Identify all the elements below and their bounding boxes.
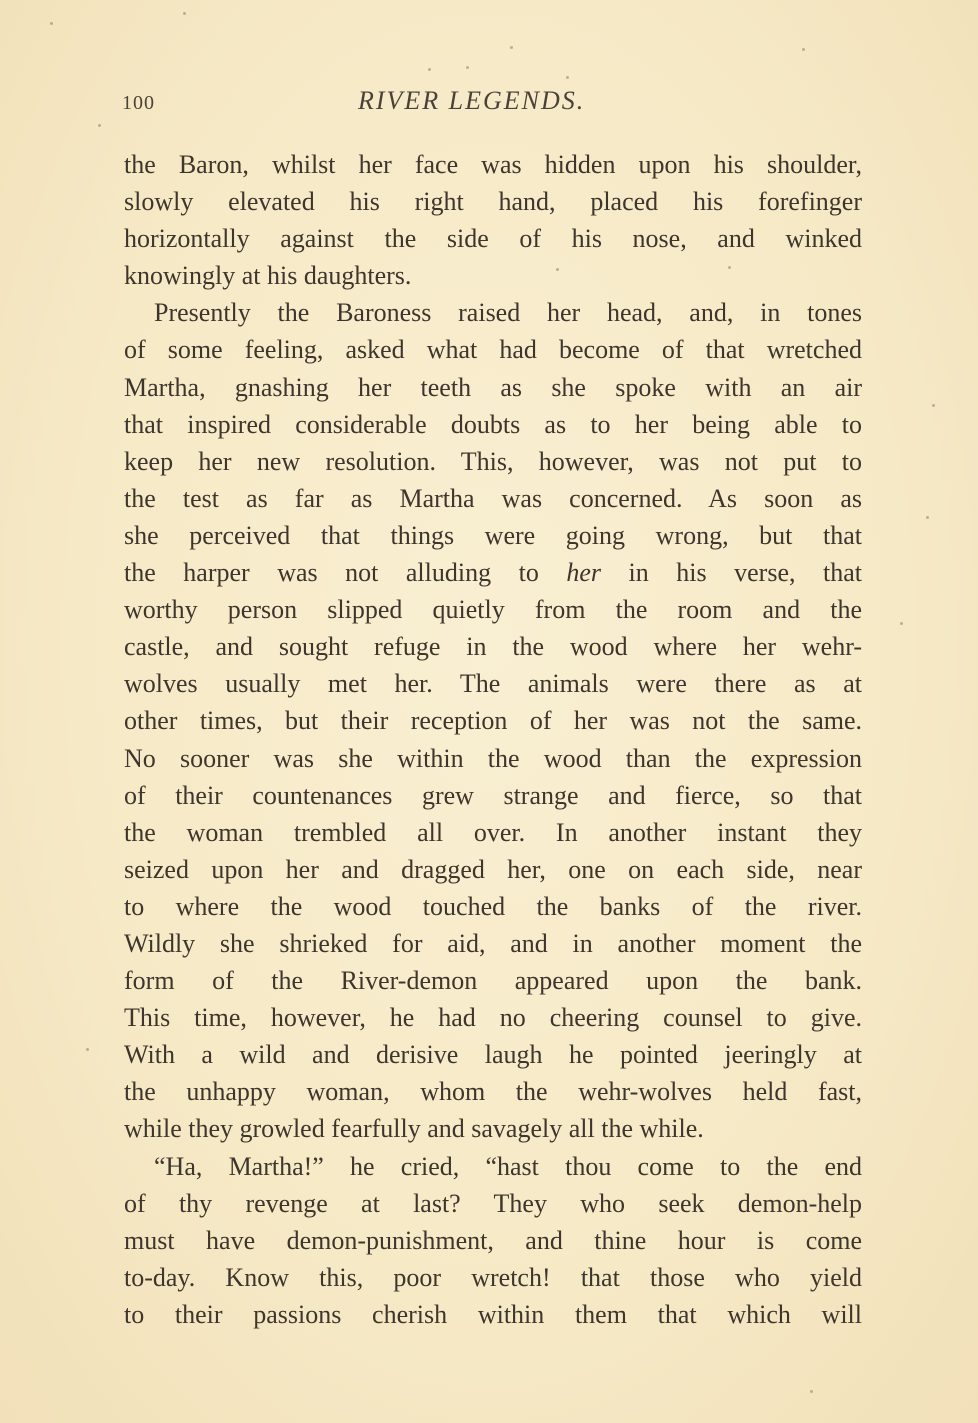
text-line: she perceived that things were going wrong, but that	[124, 520, 862, 550]
paper-speck	[86, 1048, 89, 1051]
text-line: slowly elevated his right hand, placed his forefinger	[124, 187, 862, 217]
text-line: horizontally against the side of his nose, and winked	[124, 224, 862, 254]
text-line: With a wild and derisive laugh he pointed jeeringly at	[124, 1040, 862, 1070]
paper-speck	[932, 404, 935, 407]
body-text	[124, 146, 862, 1333]
paper-speck	[900, 622, 903, 625]
text-line: seized upon her and dragged her, one on each side, near	[124, 854, 862, 884]
text-line: the test as far as Martha was concerned. As soon as	[124, 483, 862, 513]
page-number: 100	[122, 92, 155, 114]
text-line: Wildly she shrieked for aid, and in another moment the	[124, 928, 862, 958]
text-line-with-emphasis	[124, 554, 862, 591]
text-line: the woman trembled all over. In another instant they	[124, 817, 862, 847]
paper-speck	[926, 516, 929, 519]
paper-speck	[50, 22, 53, 25]
text-line: knowingly at his daughters.	[124, 261, 412, 291]
paper-speck	[802, 48, 805, 51]
paper-speck	[98, 124, 101, 127]
paragraph-start-line: “Ha, Martha!” he cried, “hast thou come to the end	[154, 1151, 862, 1181]
text-segment: the harper was not alluding to	[124, 558, 567, 588]
text-line: worthy person slipped quietly from the room and the	[124, 595, 862, 625]
text-line: keep her new resolution. This, however, was not put to	[124, 446, 862, 476]
running-title: RIVER LEGENDS.	[358, 86, 586, 115]
page-header	[122, 86, 862, 120]
text-line: This time, however, he had no cheering counsel to give.	[124, 1003, 862, 1033]
paper-speck	[183, 12, 186, 15]
text-segment: in his verse, that	[601, 558, 862, 588]
paper-speck	[566, 76, 569, 79]
text-line: while they growled fearfully and savagely all the while.	[124, 1114, 704, 1144]
text-line: other times, but their reception of her was not the same.	[124, 706, 862, 736]
text-line: No sooner was she within the wood than the expression	[124, 743, 862, 773]
italic-word: her	[566, 558, 602, 588]
text-line: the unhappy woman, whom the wehr-wolves held fast,	[124, 1077, 862, 1107]
text-line: Martha, gnashing her teeth as she spoke with an air	[124, 372, 862, 402]
text-line: to-day. Know this, poor wretch! that those who yield	[124, 1262, 862, 1292]
paper-speck	[428, 68, 431, 71]
text-line: of some feeling, asked what had become of that wretched	[124, 335, 862, 365]
text-line: form of the River-demon appeared upon the bank.	[124, 966, 862, 996]
text-line: must have demon-punishment, and thine hour is come	[124, 1225, 862, 1255]
paper-speck	[466, 66, 469, 69]
text-line: of their countenances grew strange and fierce, so that	[124, 780, 862, 810]
text-line: to their passions cherish within them that which will	[124, 1299, 862, 1329]
paper-speck	[810, 1390, 813, 1393]
text-line: of thy revenge at last? They who seek demon-help	[124, 1188, 862, 1218]
text-line: that inspired considerable doubts as to her being able to	[124, 409, 862, 439]
paper-speck	[510, 46, 513, 49]
paragraph-start-line: Presently the Baroness raised her head, and, in tones	[154, 298, 862, 328]
text-line: the Baron, whilst her face was hidden upon his shoulder,	[124, 150, 862, 179]
text-line: wolves usually met her. The animals were there as at	[124, 669, 862, 699]
text-line: castle, and sought refuge in the wood where her wehr-	[124, 632, 862, 662]
text-line: to where the wood touched the banks of the river.	[124, 891, 862, 921]
